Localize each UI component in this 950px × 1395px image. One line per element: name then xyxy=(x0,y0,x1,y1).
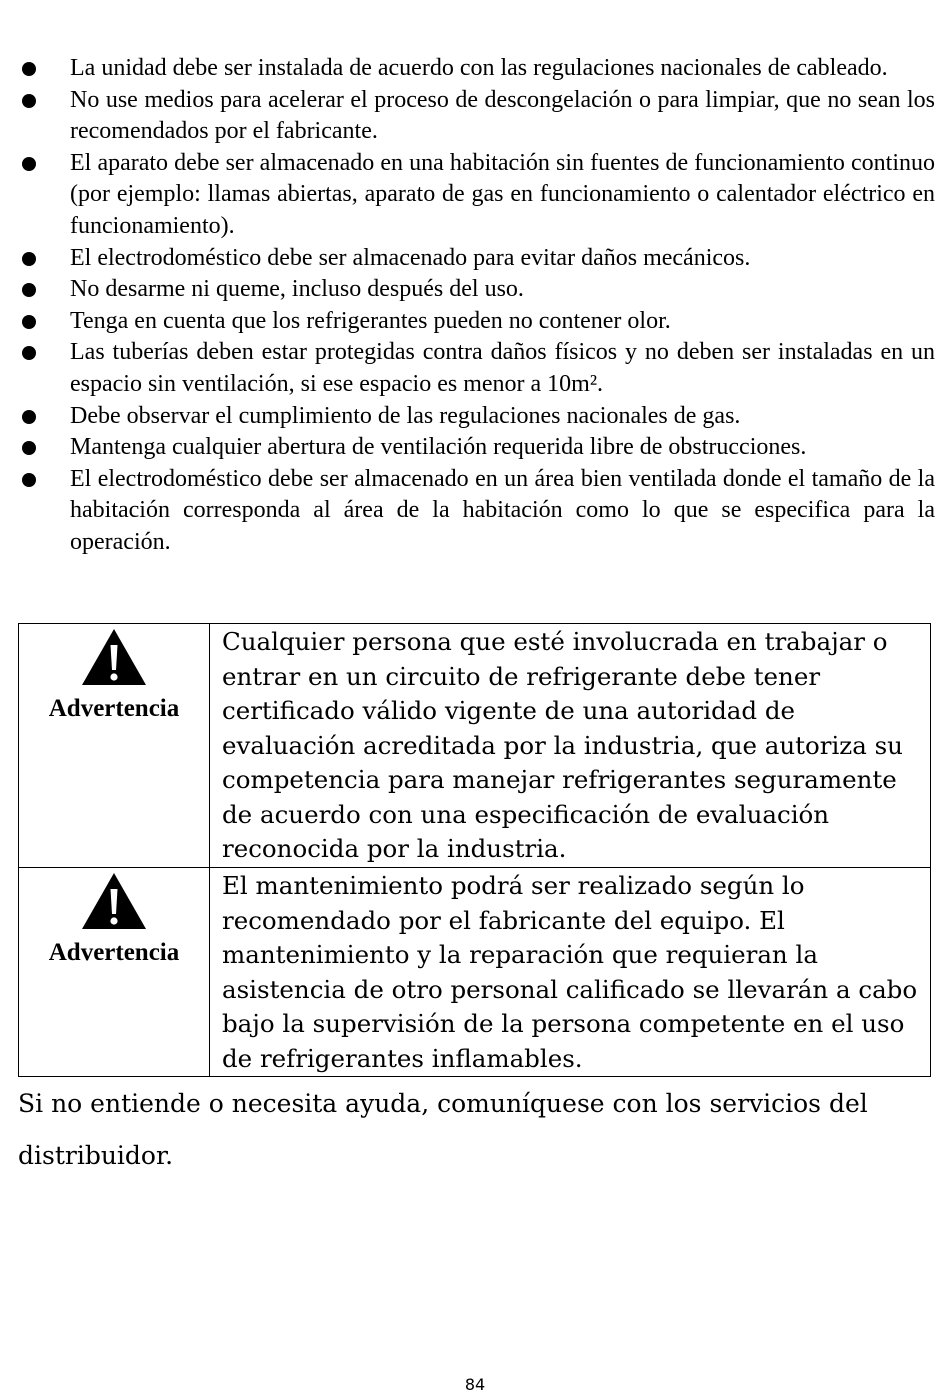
bullet-item xyxy=(20,274,935,306)
bullet-item xyxy=(20,148,935,243)
warning-triangle-icon xyxy=(80,627,148,687)
warning-label: Advertencia xyxy=(48,939,180,966)
bullet-item xyxy=(20,337,935,400)
bullet-text: No use medios para acelerar el proceso de descongelación o para limpiar, que no sean los recomendados por el fabricante. xyxy=(70,86,935,145)
bullet-dot-icon xyxy=(22,283,36,297)
bullet-dot-icon xyxy=(22,62,36,76)
bullet-item xyxy=(20,401,935,433)
bullet-item xyxy=(20,464,935,559)
bullet-text: No desarme ni queme, incluso después del uso. xyxy=(70,276,524,303)
bullet-item xyxy=(20,85,935,148)
bullet-text: El electrodoméstico debe ser almacenado en un área bien ventilada donde el tamaño de la habitación corresponda al área de la habitación como lo que se especifica para la operación. xyxy=(70,465,935,555)
page-number: 84 xyxy=(464,1375,486,1394)
bullet-dot-icon xyxy=(22,441,36,455)
bullet-dot-icon xyxy=(22,473,36,487)
bullet-text: Tenga en cuenta que los refrigerantes pueden no contener olor. xyxy=(70,307,671,334)
warning-row xyxy=(19,868,931,1077)
warning-text: Cualquier persona que esté involucrada en trabajar o entrar en un circuito de refrigerante debe tener certificado válido vigente de una autoridad de evaluación acreditada por la industria, que autoriza su competencia para manejar refrigerantes seguramente de acuerdo con una especificación de evaluación reconocida por la industria. xyxy=(210,624,931,868)
bullet-text: Las tuberías deben estar protegidas contra daños físicos y no deben ser instaladas en un espacio sin ventilación, si ese espacio es menor a 10m². xyxy=(70,339,935,397)
bullet-dot-icon xyxy=(22,94,36,108)
warning-row xyxy=(19,624,931,868)
bullet-item xyxy=(20,53,935,85)
bullet-text: Mantenga cualquier abertura de ventilación requerida libre de obstrucciones. xyxy=(70,434,807,461)
bullet-item xyxy=(20,306,935,338)
footer-help-text: Si no entiende o necesita ayuda, comuníquese con los servicios del distribuidor. xyxy=(18,1089,868,1170)
warning-triangle-icon xyxy=(80,871,148,931)
warning-label: Advertencia xyxy=(48,695,180,722)
bullet-dot-icon xyxy=(22,315,36,329)
bullet-dot-icon xyxy=(22,157,36,171)
bullet-dot-icon xyxy=(22,410,36,424)
bullet-text: La unidad debe ser instalada de acuerdo con las regulaciones nacionales de cableado. xyxy=(70,55,888,81)
warning-text: El mantenimiento podrá ser realizado según lo recomendado por el fabricante del equipo. El mantenimiento y la reparación que requieran la asistencia de otro personal calificado se llevarán a cabo bajo la supervisión de la persona competente en el uso de refrigerantes inflamables. xyxy=(210,868,931,1077)
warning-table xyxy=(18,623,931,1077)
bullet-dot-icon xyxy=(22,252,36,266)
bullet-text: El electrodoméstico debe ser almacenado para evitar daños mecánicos. xyxy=(70,244,751,271)
bullet-item xyxy=(20,243,935,275)
bullet-dot-icon xyxy=(22,346,36,360)
warning-label-cell xyxy=(19,624,210,868)
safety-bullet-list xyxy=(20,53,935,559)
warning-label-cell xyxy=(19,868,210,1077)
bullet-text: Debe observar el cumplimiento de las regulaciones nacionales de gas. xyxy=(70,402,741,429)
bullet-text: El aparato debe ser almacenado en una habitación sin fuentes de funcionamiento continuo (por ejemplo: llamas abiertas, aparato de gas en funcionamiento o calentador eléctrico en funcionamiento). xyxy=(70,149,935,239)
bullet-item xyxy=(20,432,935,464)
